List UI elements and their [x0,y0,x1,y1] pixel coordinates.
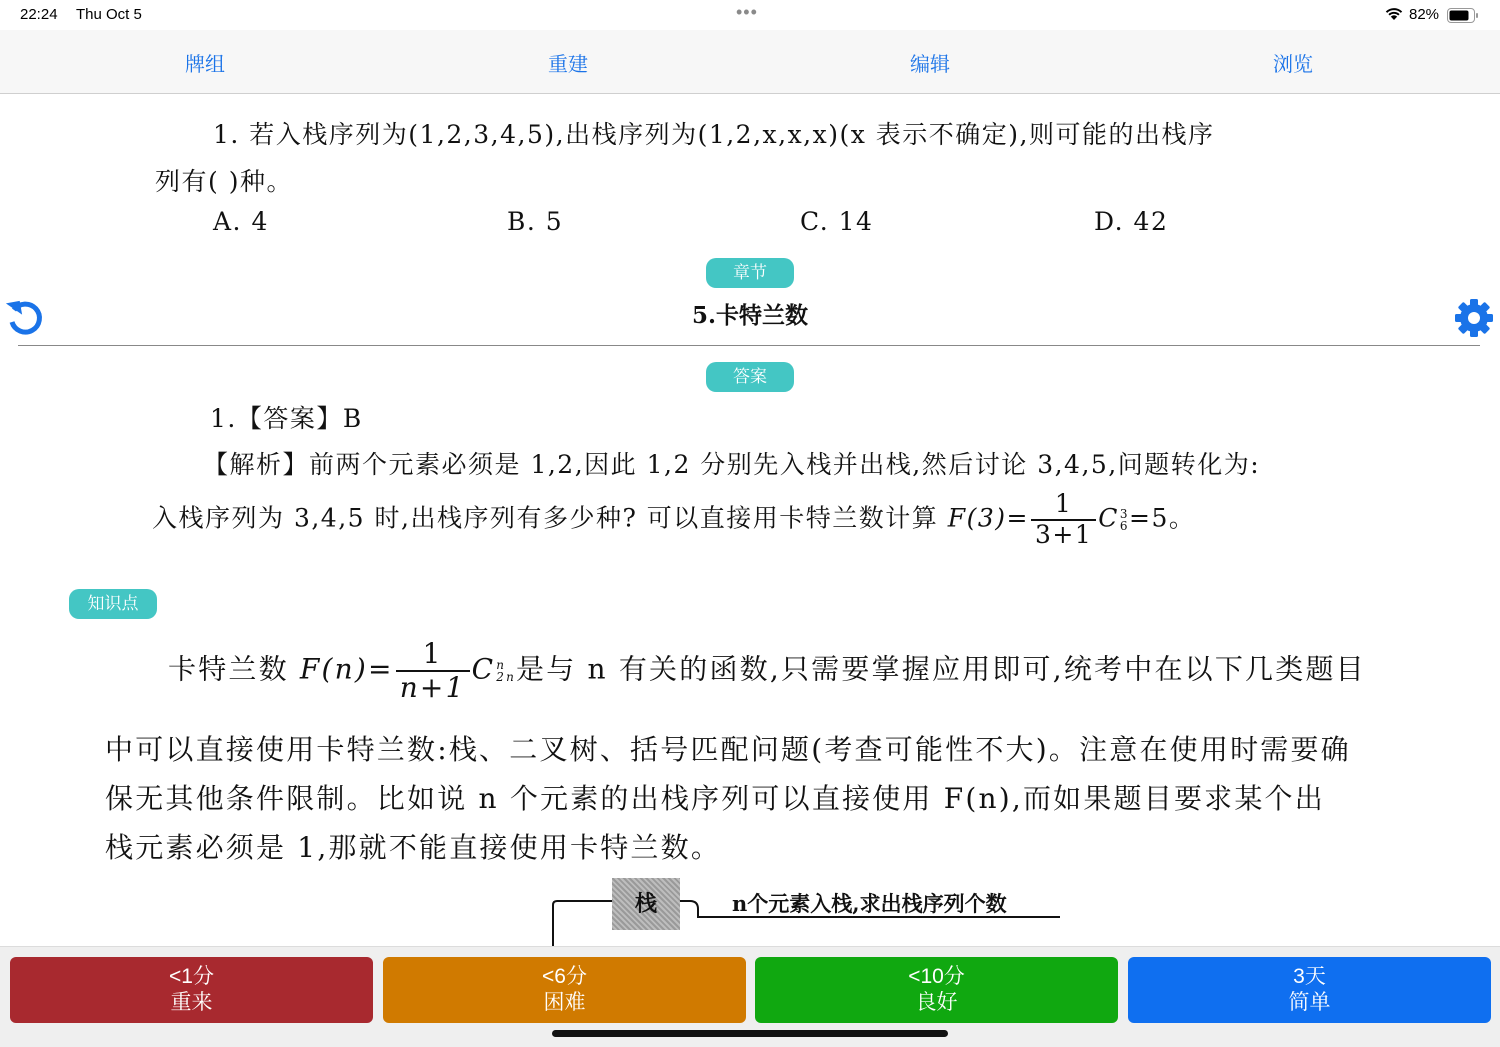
formula-result: =5。 [1129,503,1196,533]
tab-browse[interactable]: 浏览 [1273,52,1313,76]
answer-line-2: 【解析】前两个元素必须是 1,2,因此 1,2 分别先入栈并出栈,然后讨论 3,4,5,问题转化为: [203,450,1261,479]
fraction-numerator: 1 [1031,490,1096,521]
hard-label: 困难 [543,991,586,1014]
option-d: D. 42 [1094,207,1169,236]
card-divider [18,345,1480,346]
knowledge-line-1-suffix: 是与 n 有关的函数,只需要掌握应用即可,统考中在以下几类题目 [516,652,1366,686]
answer-line-1: 1.【答案】B [210,404,363,433]
top-nav-bar [0,30,1500,94]
formula-c: C [1098,503,1119,533]
question-line-2: 列有( )种。 [155,167,293,196]
multitasking-dots[interactable]: ••• [736,2,758,22]
diagram-stack-box: 栈 [612,878,680,930]
tab-rebuild[interactable]: 重建 [548,52,588,76]
diagram-label: n个元素入栈,求出栈序列个数 [732,891,1007,916]
knowledge-line-3: 保无其他条件限制。比如说 n 个元素的出栈序列可以直接使用 F(n),而如果题目要求某个出 [105,782,1325,815]
status-time: 22:24 [20,6,58,23]
chapter-title: 5.卡特兰数 [691,302,808,329]
answer-line-3-text: 入栈序列为 3,4,5 时,出栈序列有多少种? 可以直接用卡特兰数计算 [152,503,939,533]
hard-button[interactable] [383,957,746,1023]
again-interval: <1分 [169,965,214,988]
formula-fn: F(n)= [299,652,394,686]
undo-icon[interactable] [5,298,45,338]
grading-bar [0,946,1500,1047]
easy-label: 简单 [1288,991,1331,1014]
option-c: C. 14 [800,207,874,236]
formula-f3: F(3)= [947,503,1029,533]
option-b: B. 5 [507,207,564,236]
battery-percent: 82% [1409,6,1440,23]
tab-edit[interactable]: 编辑 [910,52,950,76]
good-button[interactable] [755,957,1118,1023]
answer-line-3 [152,490,1195,550]
hard-interval: <6分 [542,965,587,988]
home-indicator[interactable] [552,1030,948,1037]
answer-badge: 答案 [706,362,794,392]
kp-formula-c-sup: n [496,658,507,673]
knowledge-line-1-prefix: 卡特兰数 [168,652,289,686]
gear-icon[interactable] [1454,298,1494,338]
formula-c-sup: 3 [1119,506,1130,521]
again-button[interactable] [10,957,373,1023]
kp-fraction-denominator: n+1 [399,671,466,705]
tab-decks[interactable]: 牌组 [185,52,225,76]
option-a: A. 4 [213,207,269,236]
formula-fraction [1031,490,1096,550]
formula-c-indices [1120,508,1129,532]
kp-formula-c-sub: 2n [496,670,517,685]
kp-formula-c-indices [496,659,516,683]
again-label: 重来 [170,991,213,1014]
question-line-1: 1. 若入栈序列为(1,2,3,4,5),出栈序列为(1,2,x,x,x)(x 表示不确定),则可能的出栈序 [213,120,1215,149]
battery-icon [1447,8,1479,23]
chapter-badge: 章节 [706,258,794,288]
knowledge-badge: 知识点 [69,589,157,619]
fraction-denominator: 3+1 [1034,519,1093,549]
good-interval: <10分 [908,965,965,988]
knowledge-line-1 [168,638,1366,704]
kp-formula-c: C [471,652,496,686]
formula-c-sub: 6 [1119,518,1130,533]
good-label: 良好 [915,991,958,1014]
knowledge-line-4: 栈元素必须是 1,那就不能直接使用卡特兰数。 [105,831,722,864]
status-date: Thu Oct 5 [76,6,142,23]
wifi-icon [1384,5,1404,21]
card-content [0,95,1500,946]
easy-interval: 3天 [1293,965,1326,988]
status-bar [0,0,1500,30]
knowledge-line-2: 中可以直接使用卡特兰数:栈、二叉树、括号匹配问题(考查可能性不大)。注意在使用时需要确 [105,733,1351,766]
kp-fraction-numerator: 1 [396,638,470,672]
easy-button[interactable] [1128,957,1491,1023]
kp-fraction [396,638,470,704]
